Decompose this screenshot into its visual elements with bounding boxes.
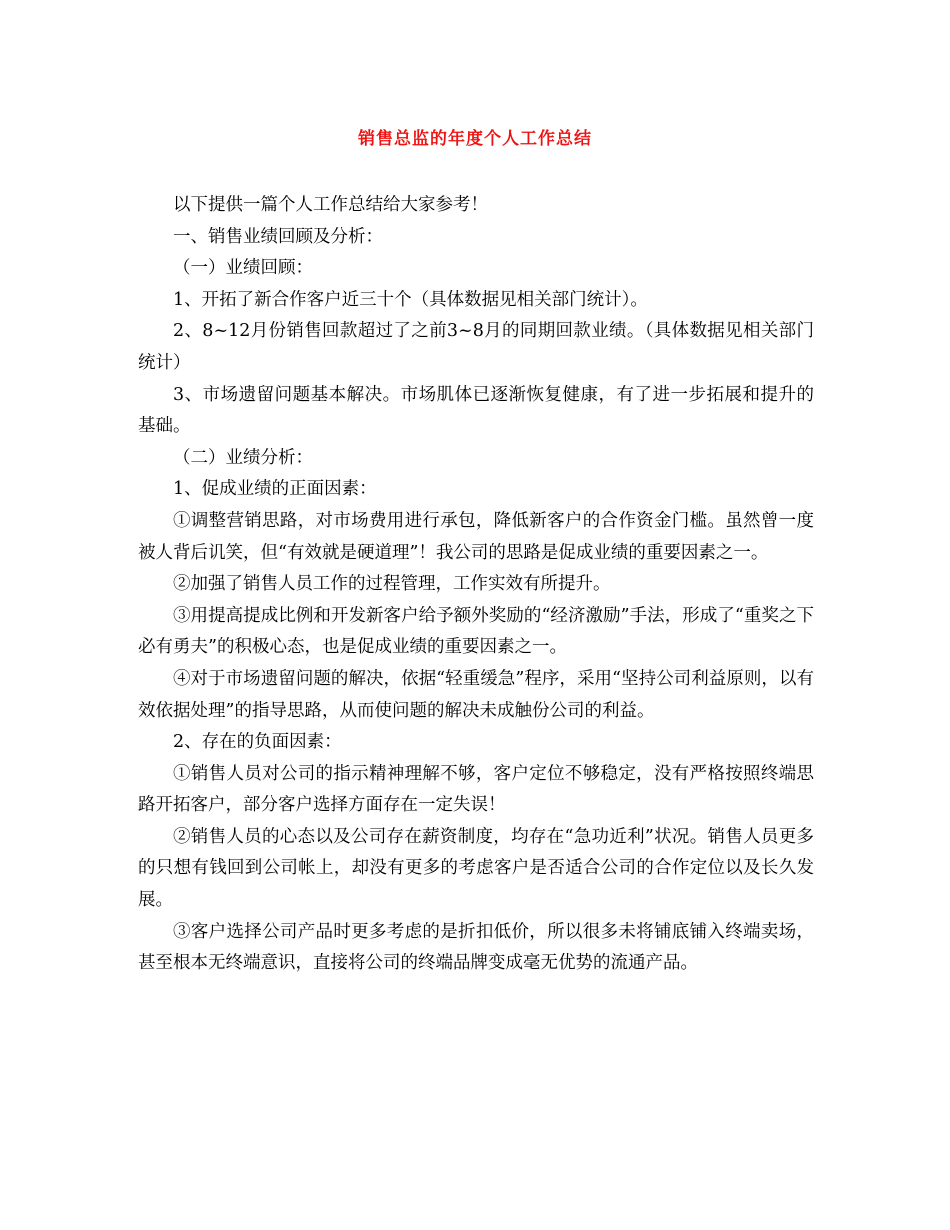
list-heading-positive: 1、促成业绩的正面因素： <box>173 479 377 500</box>
paragraph-review-3: 3、市场遗留问题基本解决。市场肌体已逐渐恢复健康，有了进一步拓展和提升的基础。 <box>138 384 814 437</box>
paragraph-intro: 以下提供一篇个人工作总结给大家参考！ <box>173 195 488 215</box>
document-title: 销售总监的年度个人工作总结 <box>358 129 592 149</box>
list-heading-negative: 2、存在的负面因素： <box>173 732 342 753</box>
paragraph-negative-2: ②销售人员的心态以及公司存在薪资制度，均存在“急功近利”状况。销售人员更多的只想有钱回到公司帐上，却没有更多的考虑客户是否适合公司的合作定位以及长久发展。 <box>138 826 814 911</box>
paragraph-positive-3: ③用提高提成比例和开发新客户给予额外奖励的“经济激励”手法，形成了“重奖之下必有勇夫”的积极心态，也是促成业绩的重要因素之一。 <box>138 605 814 658</box>
section-heading-1: 一、销售业绩回顾及分析： <box>173 226 383 247</box>
paragraph-positive-1: ①调整营销思路，对市场费用进行承包，降低新客户的合作资金门槛。虽然曾一度被人背后讥笑，但“有效就是硬道理”！我公司的思路是促成业绩的重要因素之一。 <box>138 510 814 563</box>
paragraph-review-1: 1、开拓了新合作客户近三十个（具体数据见相关部门统计）。 <box>173 289 648 310</box>
paragraph-negative-1: ①销售人员对公司的指示精神理解不够，客户定位不够稳定，没有严格按照终端思路开拓客户，部分客户选择方面存在一定失误！ <box>138 763 814 816</box>
paragraph-negative-3: ③客户选择公司产品时更多考虑的是折扣低价，所以很多未将铺底铺入终端卖场，甚至根本无终端意识，直接将公司的终端品牌变成毫无优势的流通产品。 <box>138 921 814 974</box>
paragraph-positive-4: ④对于市场遗留问题的解决，依据“轻重缓急”程序，采用“坚持公司利益原则，以有效依据处理”的指导思路，从而使问题的解决未成触份公司的利益。 <box>138 668 814 721</box>
paragraph-positive-2: ②加强了销售人员工作的过程管理，工作实效有所提升。 <box>173 574 611 595</box>
paragraph-review-2: 2、8~12月份销售回款超过了之前3~8月的同期回款业绩。（具体数据见相关部门统计） <box>138 321 814 373</box>
subsection-heading-review: （一）业绩回顾： <box>173 258 313 279</box>
subsection-heading-analysis: （二）业绩分析： <box>173 447 313 468</box>
document-body <box>138 190 814 980</box>
